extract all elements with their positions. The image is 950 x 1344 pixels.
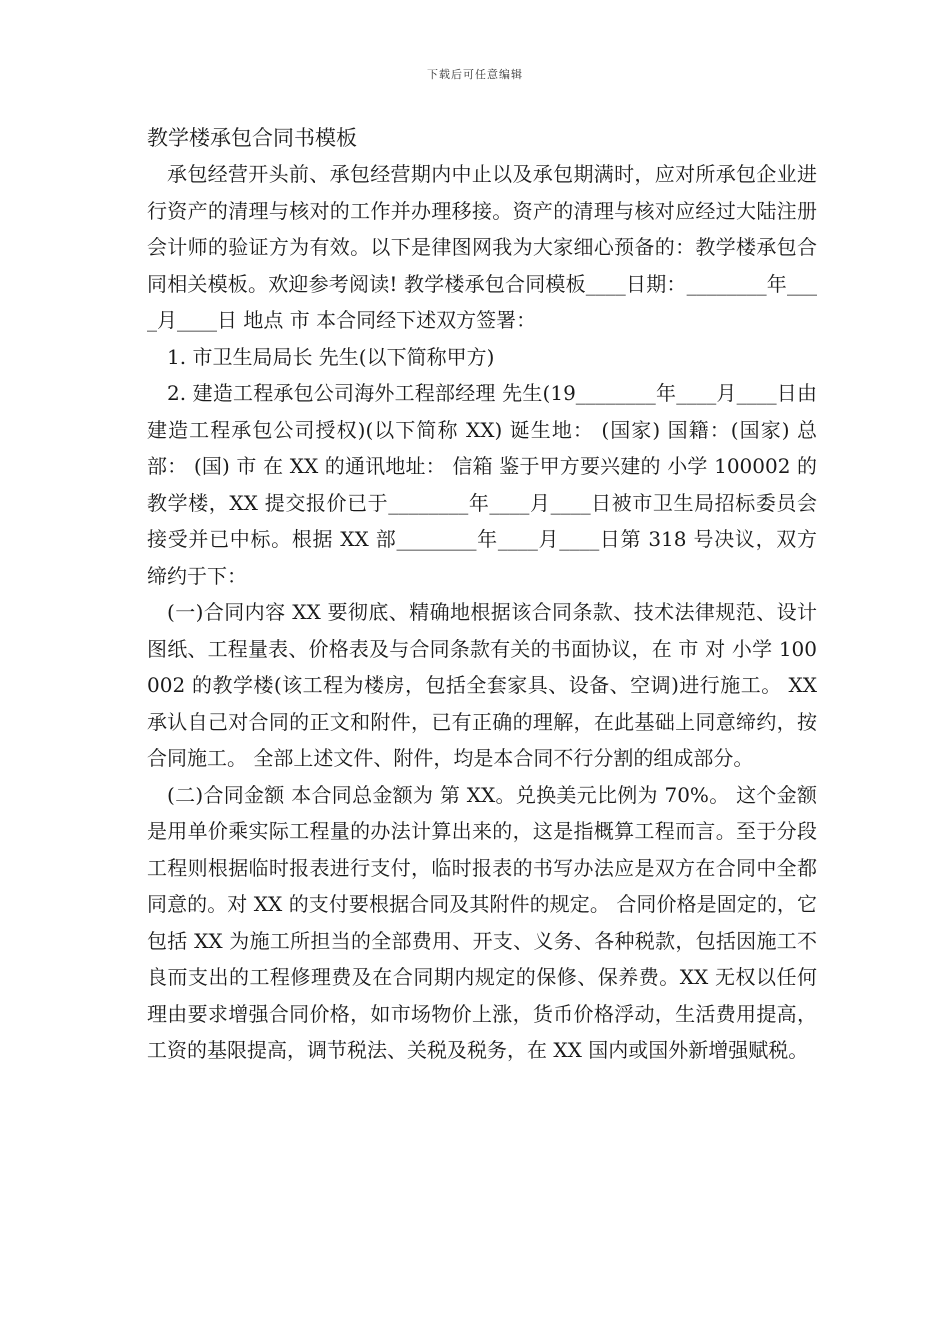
intro-paragraph: 承包经营开头前、承包经营期内中止以及承包期满时，应对所承包企业进行资产的清理与核对的工作并办理移接。资产的清理与核对应经过大陆注册会计师的验证方为有效。以下是律图网我为大家细心预备的：教学楼承包合同相关模板。欢迎参考阅读! 教学楼承包合同模板____日期：________年____月____日 地点 市 本合同经下述双方签署： — [147, 162, 817, 332]
document-body — [147, 120, 817, 1069]
document-title: 教学楼承包合同书模板 — [147, 126, 357, 150]
party-b-item: 2. 建造工程承包公司海外工程部经理 先生(19________年____月____日由建造工程承包公司授权)(以下简称 XX) 诞生地： (国家) 国籍：(国家) 总部： (国) 市 在 XX 的通讯地址： 信箱 鉴于甲方要兴建的 小学 100002 的教学楼，XX 提交报价已于________年____月____日被市卫生局招标委员会接受并已中标。根据 XX 部________年____月____日第 318 号决议，双方缔约于下： — [147, 381, 817, 588]
contract-amount-section: (二)合同金额 本合同总金额为 第 XX。兑换美元比例为 70%。 这个金额是用单价乘实际工程量的办法计算出来的，这是指概算工程而言。至于分段工程则根据临时报表进行支付，临时报表的书写办法应是双方在合同中全都同意的。对 XX 的支付要根据合同及其附件的规定。 合同价格是固定的，它包括 XX 为施工所担当的全部费用、开支、义务、各种税款，包括因施工不良而支出的工程修理费及在合同期内规定的保修、保养费。XX 无权以任何理由要求增强合同价格，如市场物价上涨，货币价格浮动，生活费用提高，工资的基限提高，调节税法、关税及税务，在 XX 国内或国外新增强赋税。 — [147, 782, 817, 1062]
contract-content-section: (一)合同内容 XX 要彻底、精确地根据该合同条款、技术法律规范、设计图纸、工程量表、价格表及与合同条款有关的书面协议，在 市 对 小学 100002 的教学楼(该工程为楼房，包括全套家具、设备、空调)进行施工。 XX 承认自己对合同的正文和附件，已有正确的理解，在此基础上同意缔约，按合同施工。 全部上述文件、附件，均是本合同不行分割的组成部分。 — [147, 600, 817, 770]
party-a-item: 1. 市卫生局局长 先生(以下简称甲方) — [167, 344, 495, 369]
page-header-note: 下载后可任意编辑 — [427, 68, 523, 81]
